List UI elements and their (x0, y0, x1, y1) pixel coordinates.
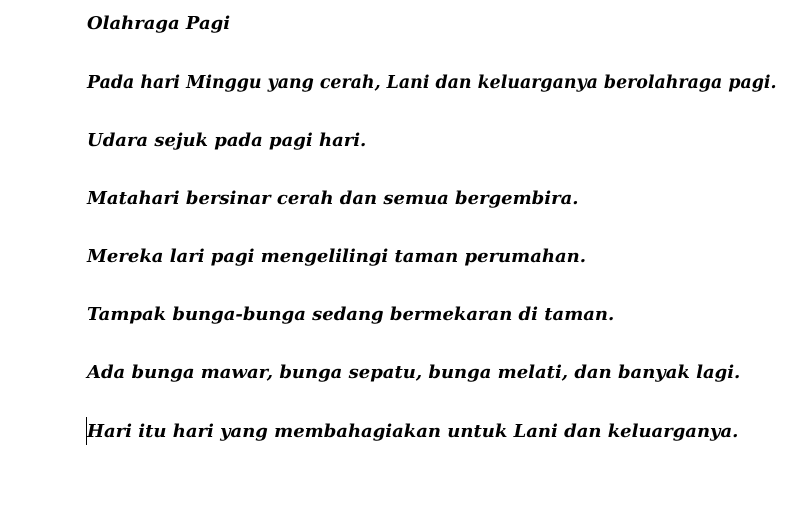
paragraph-line-4: Mereka lari pagi mengelilingi taman perumahan. (87, 246, 586, 267)
paragraph-line-5: Tampak bunga-bunga sedang bermekaran di taman. (87, 304, 615, 325)
paragraph-line-2: Udara sejuk pada pagi hari. (87, 130, 367, 151)
paragraph-line-7: Hari itu hari yang membahagiakan untuk Lani dan keluarganya. (87, 421, 739, 442)
document-title: Olahraga Pagi (87, 13, 231, 34)
paragraph-line-3: Matahari bersinar cerah dan semua bergembira. (87, 188, 579, 209)
paragraph-line-6: Ada bunga mawar, bunga sepatu, bunga melati, dan banyak lagi. (87, 362, 741, 383)
paragraph-line-1: Pada hari Minggu yang cerah, Lani dan keluarganya berolahraga pagi. (87, 73, 777, 93)
